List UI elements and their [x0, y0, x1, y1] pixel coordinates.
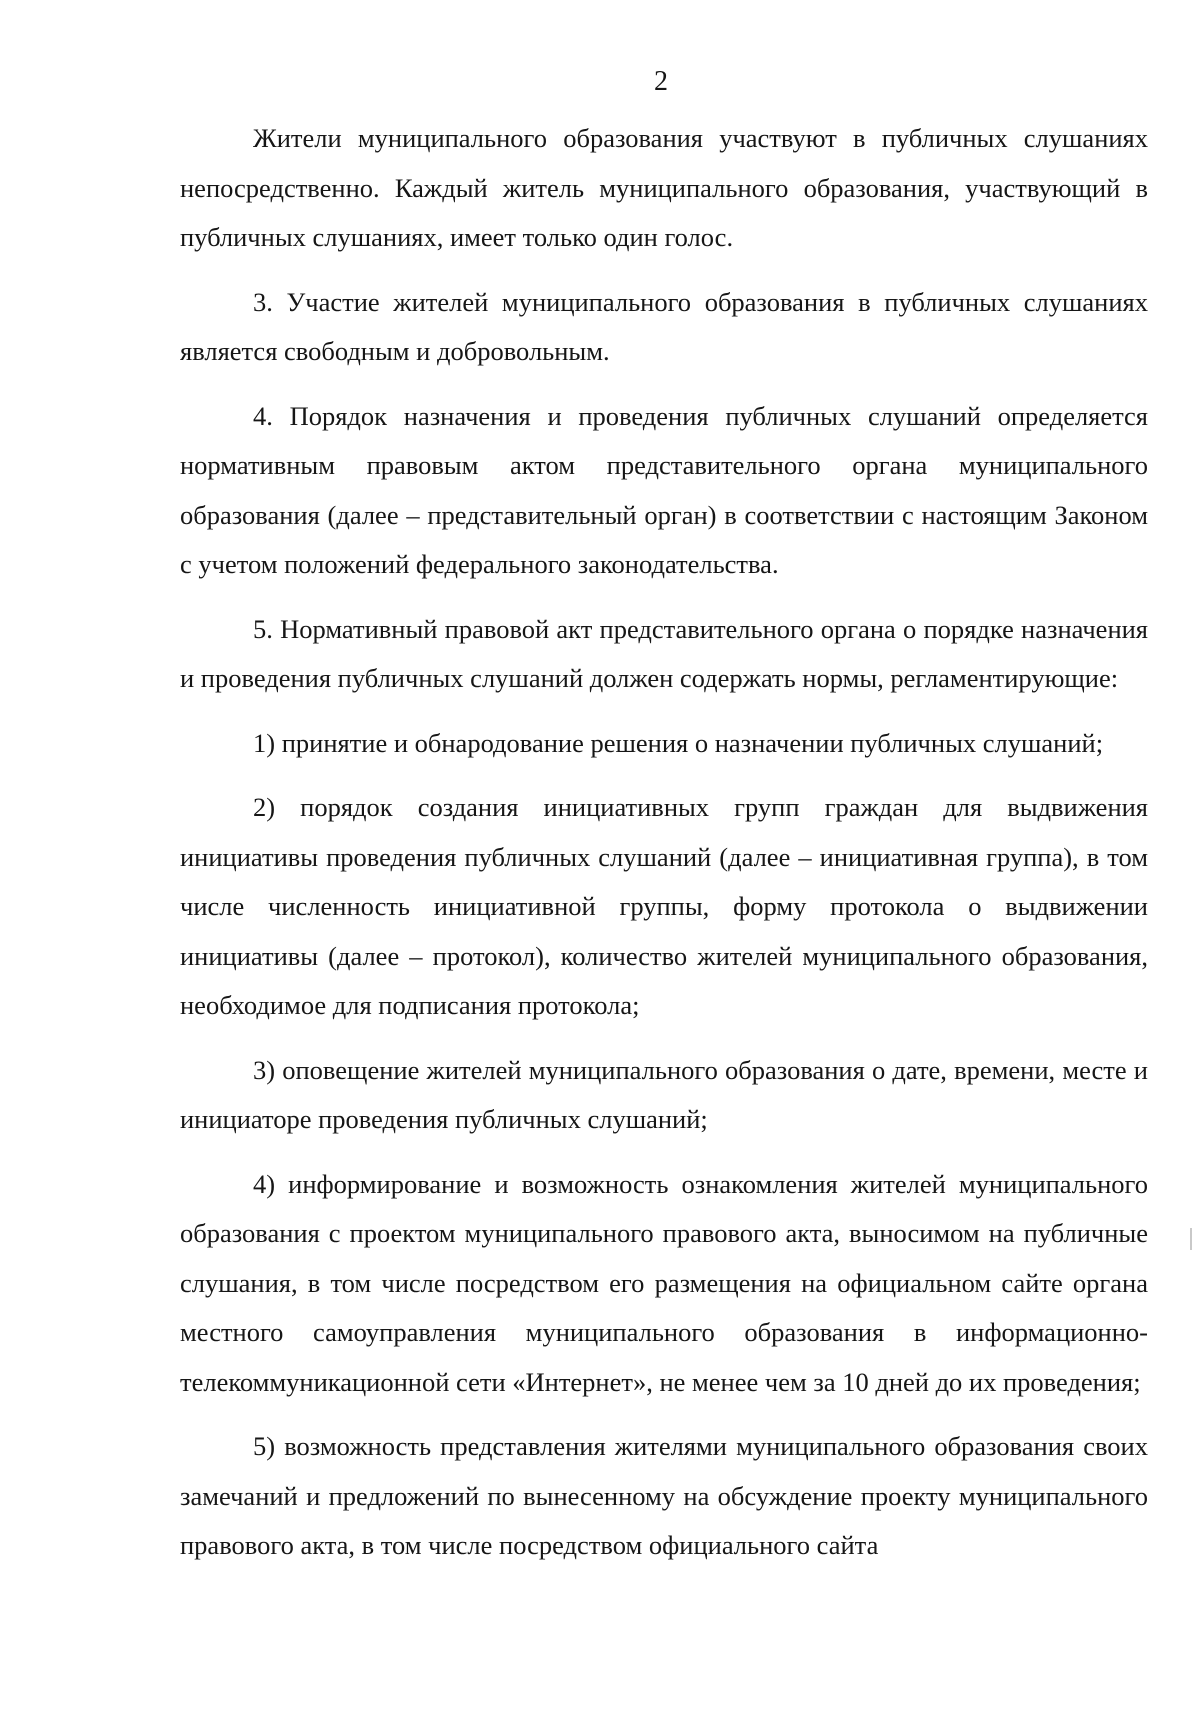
page-number: 2: [654, 66, 668, 97]
subitem-4: 4) информирование и возможность ознакомления жителей муниципального образования с проектом муниципального правового акта, выносимом на публичные слушания, в том числе посредством его размещения на официальном сайте органа местного самоуправления муниципального образования в информационно-телекоммуникационной сети «Интернет», не менее чем за 10 дней до их проведения;: [180, 1168, 1148, 1397]
paragraph-item-4: 4. Порядок назначения и проведения публичных слушаний определяется нормативным правовым актом представительного органа муниципального образования (далее – представительный орган) в соответствии с настоящим Законом с учетом положений федерального законодательства.: [180, 400, 1148, 579]
paragraph-item-3: 3. Участие жителей муниципального образования в публичных слушаниях является свободным и добровольным.: [180, 286, 1148, 366]
document-body: [180, 114, 1148, 1571]
paragraph-residents-participation: Жители муниципального образования участвуют в публичных слушаниях непосредственно. Каждый житель муниципального образования, участвующий в публичных слушаниях, имеет только один голос.: [180, 123, 1148, 252]
subitem-2: 2) порядок создания инициативных групп граждан для выдвижения инициативы проведения публичных слушаний (далее – инициативная группа), в том числе численность инициативной группы, форму протокола о выдвижении инициативы (далее – протокол), количество жителей муниципального образования, необходимое для подписания протокола;: [180, 792, 1148, 1020]
paragraph-item-5: 5. Нормативный правовой акт представительного органа о порядке назначения и проведения публичных слушаний должен содержать нормы, регламентирующие:: [180, 613, 1148, 693]
scan-edge-mark: [1190, 1228, 1192, 1250]
subitem-1: 1) принятие и обнародование решения о назначении публичных слушаний;: [253, 727, 1104, 758]
subitem-5: 5) возможность представления жителями муниципального образования своих замечаний и предложений по вынесенному на обсуждение проекту муниципального правового акта, в том числе посредством официального сайта: [180, 1431, 1148, 1560]
subitem-3: 3) оповещение жителей муниципального образования о дате, времени, месте и инициаторе проведения публичных слушаний;: [180, 1054, 1148, 1134]
